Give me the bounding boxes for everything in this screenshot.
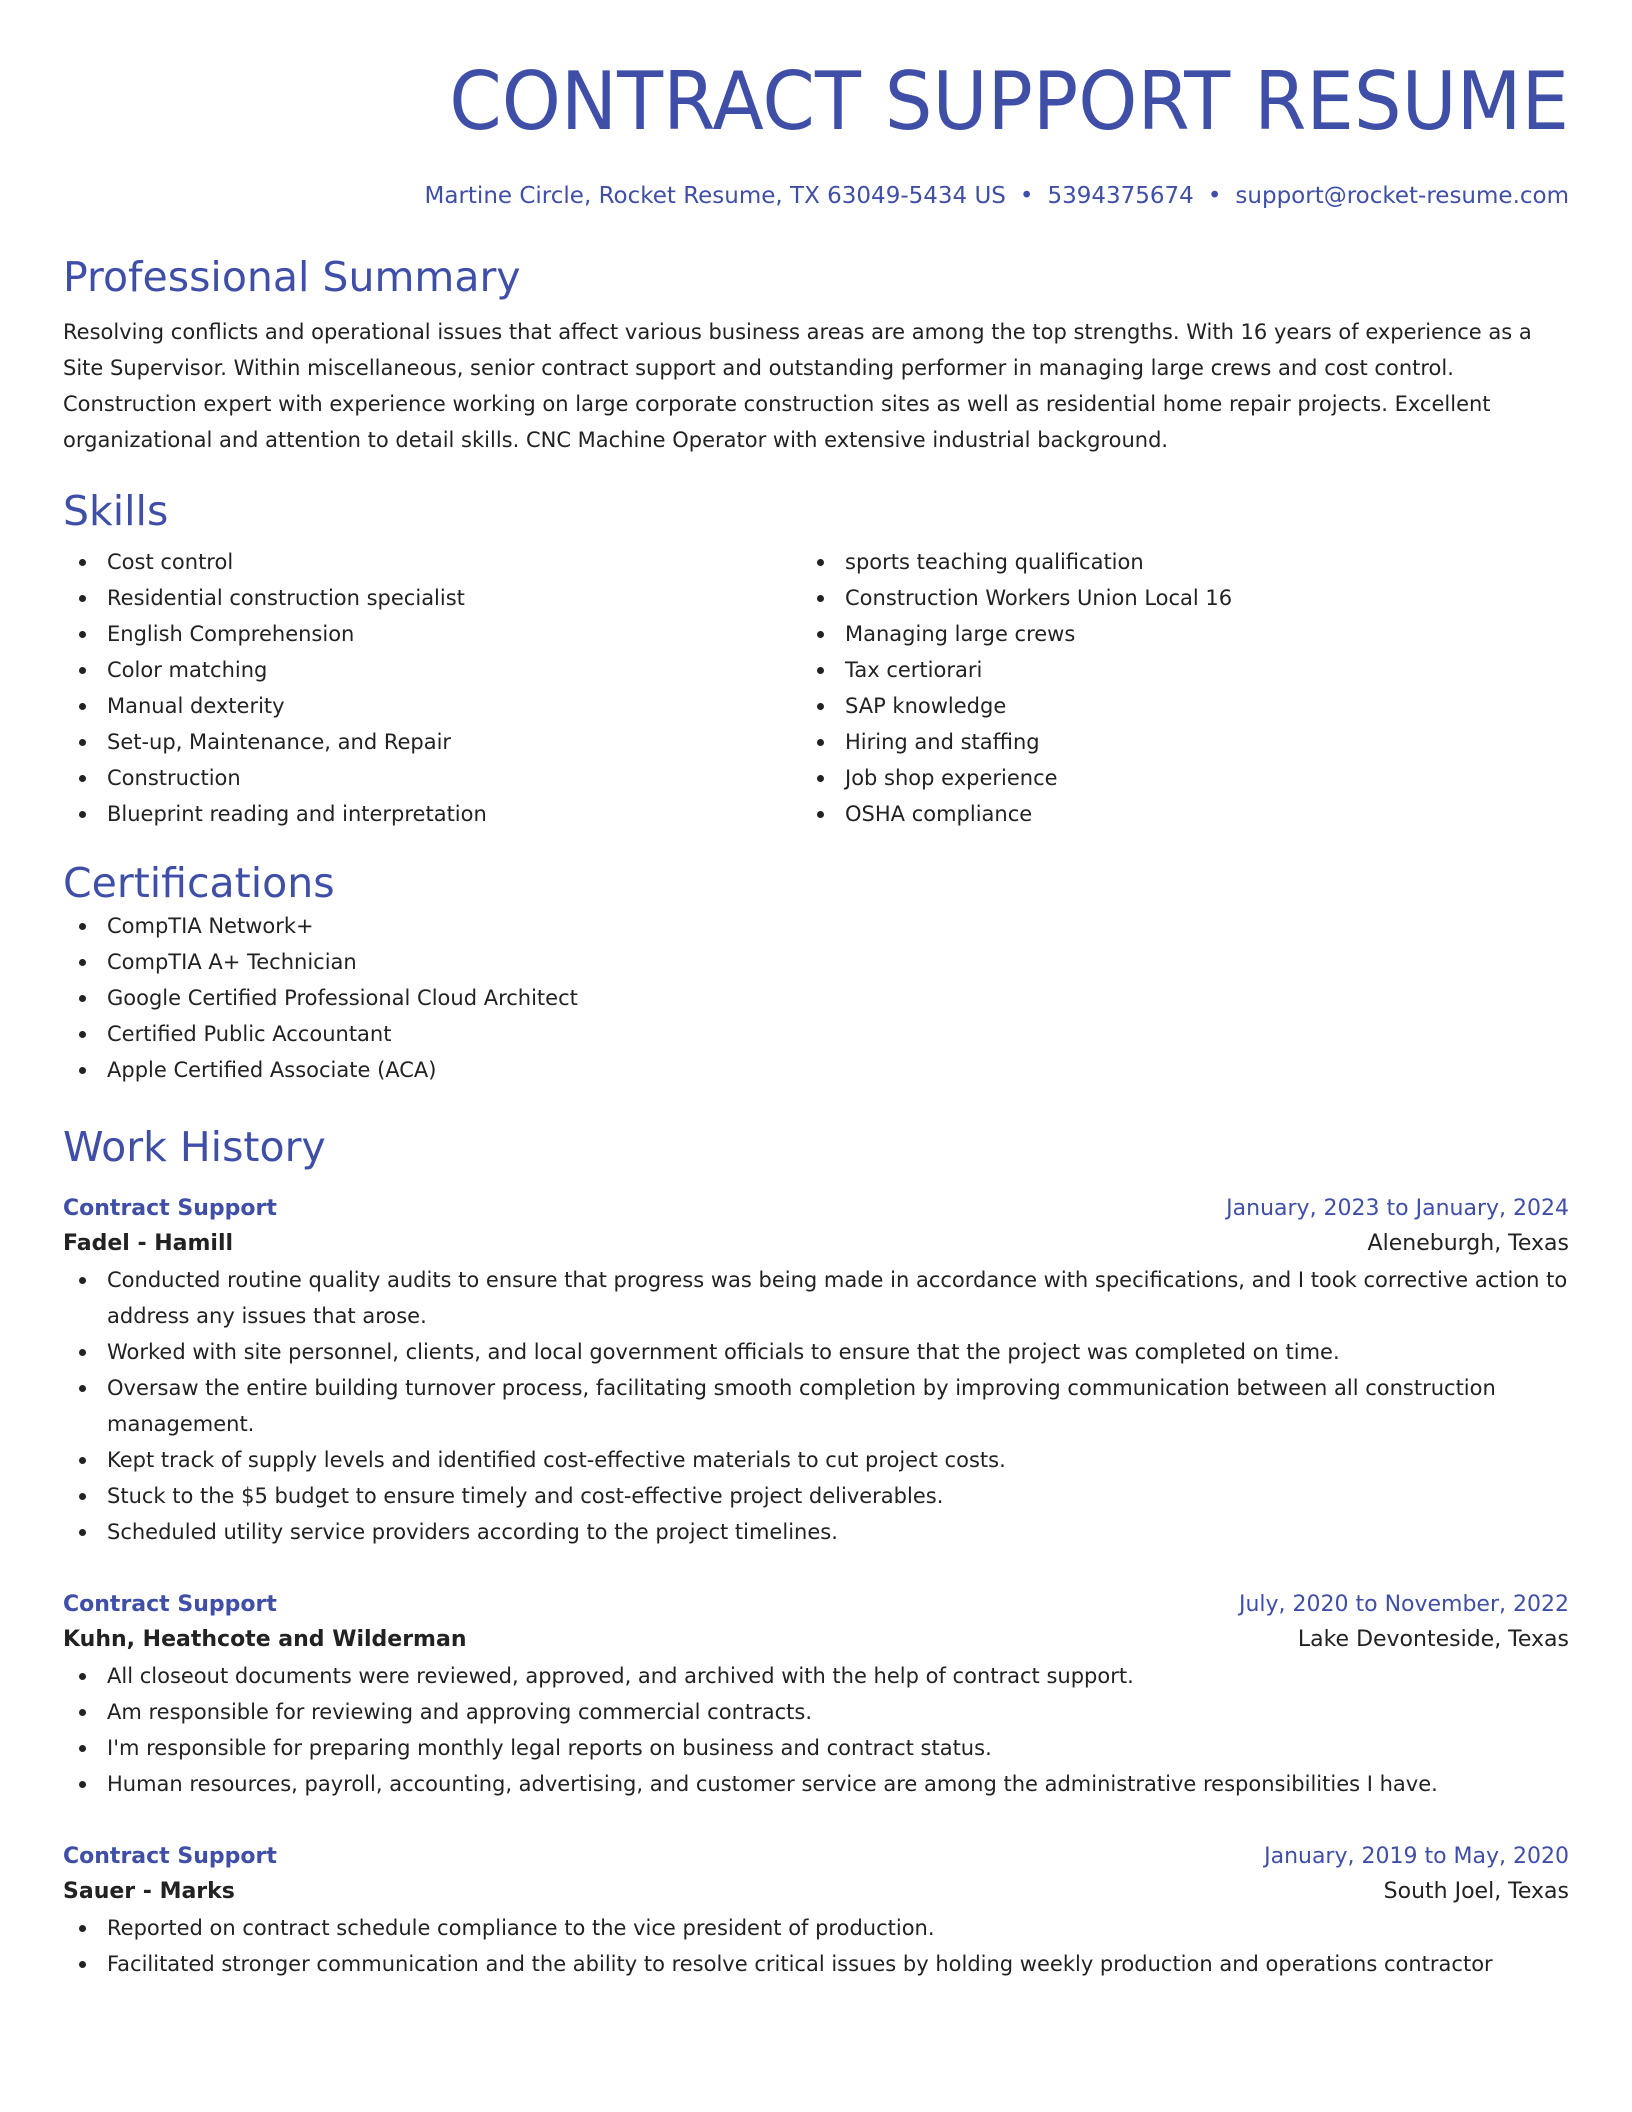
job-header-row (63, 1192, 1569, 1226)
job-bullet: All closeout documents were reviewed, approved, and archived with the help of contract support. (63, 1658, 1569, 1694)
job-company-row (63, 1874, 1569, 1910)
certifications-heading: Certifications (63, 859, 335, 907)
skills-column-right (801, 544, 1539, 832)
skills-list-left (63, 544, 801, 832)
skill-item: SAP knowledge (801, 688, 1539, 724)
summary-text: Resolving conflicts and operational issues that affect various business areas are among the top strengths. With 16 years of experience as a Site Supervisor. Within miscellaneous, senior contract support and outstanding performer in managing large crews and cost control. Construction expert with experience working on large corporate construction sites as well as residential home repair projects. Excellent organizational and attention to detail skills. CNC Machine Operator with extensive industrial background. (63, 320, 1532, 452)
skills-section (63, 486, 1569, 832)
skill-item: Job shop experience (801, 760, 1539, 796)
job-bullets (63, 1262, 1569, 1550)
certifications-list (63, 908, 1569, 1088)
skill-item: Construction Workers Union Local 16 (801, 580, 1539, 616)
job-location: Lake Devonteside, Texas (1297, 1627, 1569, 1652)
skill-item: Set-up, Maintenance, and Repair (63, 724, 801, 760)
job-bullet: Am responsible for reviewing and approving commercial contracts. (63, 1694, 1569, 1730)
job-title: Contract Support (63, 1844, 277, 1869)
skills-grid (63, 544, 1569, 832)
work-history-section (63, 1122, 1569, 1982)
job-bullet: I'm responsible for preparing monthly legal reports on business and contract status. (63, 1730, 1569, 1766)
job-title: Contract Support (63, 1196, 277, 1221)
skills-heading: Skills (63, 487, 169, 535)
contact-separator: • (1019, 183, 1034, 209)
skills-column-left (63, 544, 801, 832)
skill-item: Construction (63, 760, 801, 796)
job-location: Aleneburgh, Texas (1367, 1231, 1569, 1256)
certification-item: Certified Public Accountant (63, 1016, 1569, 1052)
job-bullet: Facilitated stronger communication and the ability to resolve critical issues by holding weekly production and operations contractor (63, 1946, 1569, 1982)
job-entry (63, 1192, 1569, 1550)
certification-item: CompTIA A+ Technician (63, 944, 1569, 980)
job-bullet: Worked with site personnel, clients, and local government officials to ensure that the project was completed on time. (63, 1334, 1569, 1370)
contact-phone: 5394375674 (1047, 183, 1194, 209)
job-bullet: Stuck to the $5 budget to ensure timely and cost-effective project deliverables. (63, 1478, 1569, 1514)
skill-item: Residential construction specialist (63, 580, 801, 616)
skill-item: Tax certiorari (801, 652, 1539, 688)
job-header-row (63, 1840, 1569, 1874)
job-company: Sauer - Marks (63, 1879, 235, 1904)
job-entry (63, 1840, 1569, 1982)
job-title: Contract Support (63, 1592, 277, 1617)
job-header-row (63, 1588, 1569, 1622)
job-company: Kuhn, Heathcote and Wilderman (63, 1627, 467, 1652)
job-bullet: Conducted routine quality audits to ensure that progress was being made in accordance with specifications, and I took corrective action to address any issues that arose. (63, 1262, 1569, 1334)
resume-header (63, 52, 1569, 212)
job-bullet: Reported on contract schedule compliance to the vice president of production. (63, 1910, 1569, 1946)
job-dates: January, 2023 to January, 2024 (1226, 1196, 1569, 1221)
job-entry (63, 1588, 1569, 1802)
summary-section (63, 252, 1569, 458)
job-company-row (63, 1622, 1569, 1658)
job-company: Fadel - Hamill (63, 1231, 234, 1256)
summary-heading: Professional Summary (63, 253, 521, 301)
job-bullet: Scheduled utility service providers according to the project timelines. (63, 1514, 1569, 1550)
work-history-heading: Work History (63, 1123, 326, 1171)
job-location: South Joel, Texas (1383, 1879, 1569, 1904)
job-bullet: Human resources, payroll, accounting, advertising, and customer service are among the administrative responsibilities I have. (63, 1766, 1569, 1802)
skill-item: English Comprehension (63, 616, 801, 652)
job-bullets (63, 1910, 1569, 1982)
job-bullet: Kept track of supply levels and identified cost-effective materials to cut project costs. (63, 1442, 1569, 1478)
skill-item: Cost control (63, 544, 801, 580)
job-dates: July, 2020 to November, 2022 (1238, 1592, 1569, 1617)
skill-item: OSHA compliance (801, 796, 1539, 832)
contact-email[interactable]: support@rocket-resume.com (1235, 183, 1569, 209)
skill-item: Manual dexterity (63, 688, 801, 724)
resume-title: CONTRACT SUPPORT RESUME (449, 55, 1569, 148)
skills-list-right (801, 544, 1539, 832)
skill-item: Color matching (63, 652, 801, 688)
contact-separator: • (1207, 183, 1222, 209)
certifications-section (63, 858, 1569, 1088)
certification-item: Google Certified Professional Cloud Architect (63, 980, 1569, 1016)
job-dates: January, 2019 to May, 2020 (1264, 1844, 1569, 1869)
certification-item: CompTIA Network+ (63, 908, 1569, 944)
skill-item: sports teaching qualification (801, 544, 1539, 580)
job-company-row (63, 1226, 1569, 1262)
contact-line (63, 180, 1569, 212)
job-bullet: Oversaw the entire building turnover process, facilitating smooth completion by improving communication between all construction management. (63, 1370, 1569, 1442)
skill-item: Blueprint reading and interpretation (63, 796, 801, 832)
skill-item: Hiring and staffing (801, 724, 1539, 760)
contact-address: Martine Circle, Rocket Resume, TX 63049-5434 US (424, 183, 1006, 209)
certification-item: Apple Certified Associate (ACA) (63, 1052, 1569, 1088)
job-bullets (63, 1658, 1569, 1802)
skill-item: Managing large crews (801, 616, 1539, 652)
